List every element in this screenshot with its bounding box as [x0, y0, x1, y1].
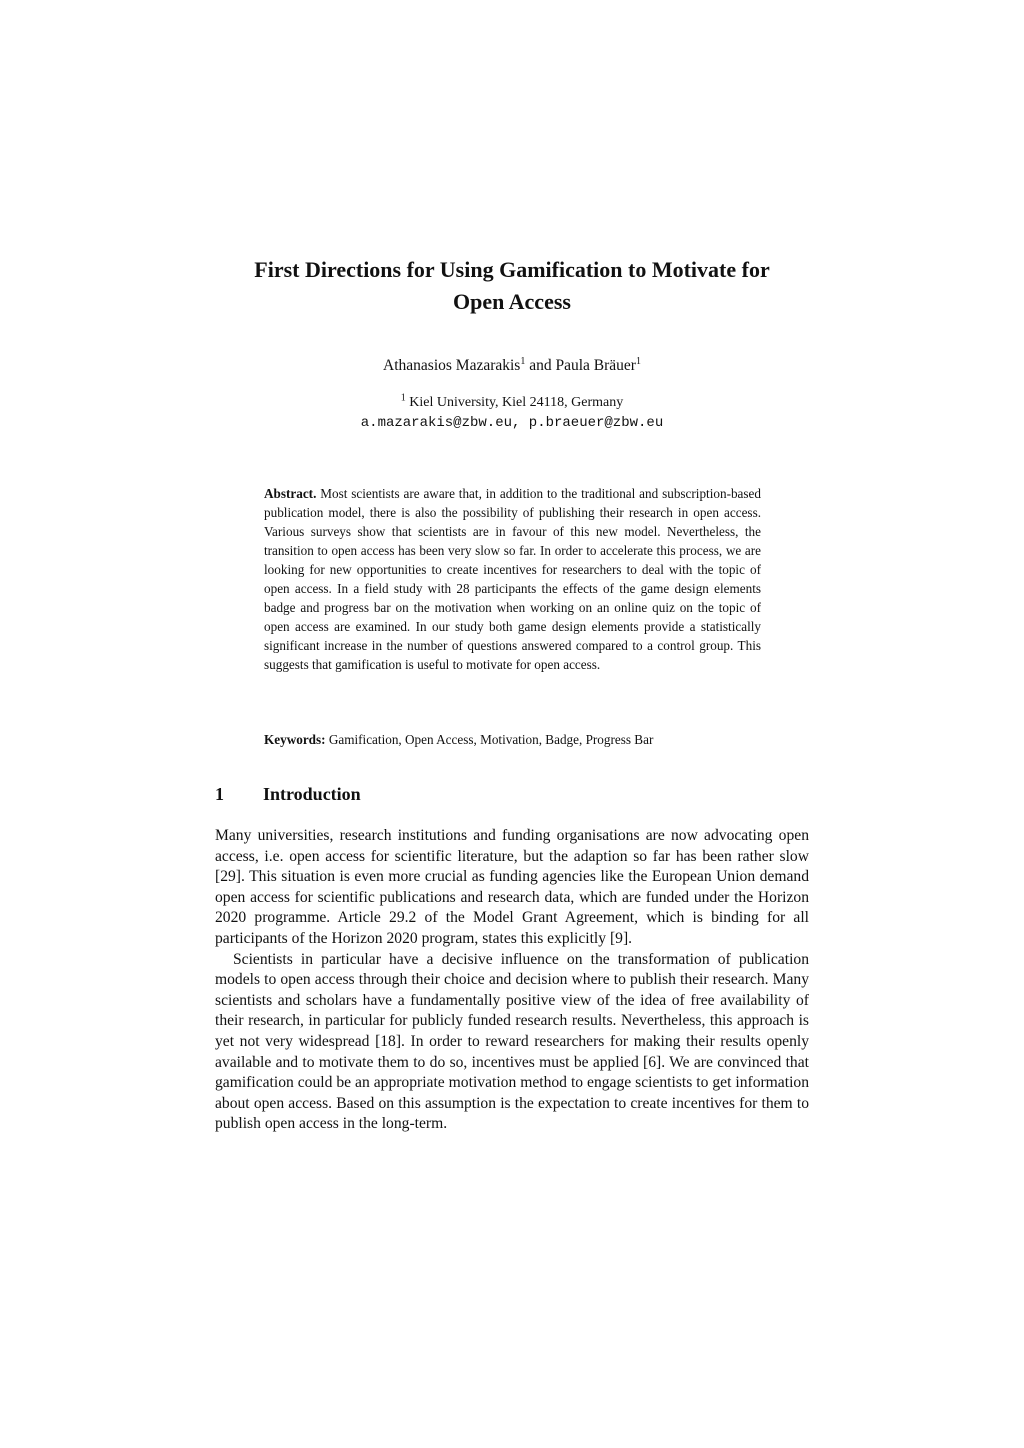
affiliation-text: Kiel University, Kiel 24118, Germany — [405, 395, 624, 410]
paper-title — [150, 254, 874, 318]
affiliation — [150, 393, 874, 413]
paragraph: Scientists in particular have a decisive influence on the transformation of publication models to open access through their choice and decision where to publish their research. Many scientists and scholars have a fundamentally positive view of the idea of free availability of their research, in particular for publicly funded research results. Nevertheless, this approach is yet not very widespread [18]. In order to reward researchers for making their results openly available and to motivate them to do so, incentives must be applied [6]. We are convinced that gamification could be an appropriate motivation method to engage scientists to get information about open access. Based on this assumption is the expectation to create incentives for them to publish open access in the long-term. — [215, 950, 809, 1133]
paragraph: Many universities, research institutions and funding organisations are now advocating open access, i.e. open access for scientific literature, but the adaption so far has been rather slow [29]. This situation is even more crucial as funding agencies like the European Union demand open access for scientific publications and research data, which are funded under the Horizon 2020 programme. Article 29.2 of the Model Grant Agreement, which is binding for all participants of the Horizon 2020 program, states this explicitly [9]. — [215, 827, 809, 947]
author-emails: a.mazarakis@zbw.eu, p.braeuer@zbw.eu — [360, 415, 664, 431]
abstract-text: Most scientists are aware that, in addition to the traditional and subscription-based publication model, there is also the possibility of publishing their research in open access. Various surveys show that scientists are in favour of this new model. Nevertheless, the transition to open access has been very slow so far. In order to accelerate this process, we are looking for new opportunities to create incentives for researchers to deal with the topic of open access. In a field study with 28 participants the effects of the game design elements badge and progress bar on the motivation when working on an online quiz on the topic of open access are examined. In our study both game design elements provide a statistically significant increase in the number of questions answered compared to a control group. This suggests that gamification is useful to motivate for open access. — [264, 486, 761, 672]
section-title: Introduction — [263, 784, 361, 804]
abstract-label: Abstract. — [264, 486, 317, 501]
keywords-text: Gamification, Open Access, Motivation, Badge, Progress Bar — [325, 732, 654, 747]
abstract — [264, 484, 761, 674]
author-conjunction: and — [525, 357, 556, 374]
introduction-body — [215, 826, 809, 1135]
keywords-label: Keywords: — [264, 732, 326, 747]
section-number: 1 — [215, 784, 224, 804]
author-name: Paula Bräuer — [555, 357, 636, 374]
author-affiliation-mark: 1 — [520, 355, 526, 367]
author-affiliation-mark: 1 — [635, 355, 641, 367]
title-line-1: First Directions for Using Gamification to Motivate for — [254, 257, 770, 282]
author-name: Athanasios Mazarakis — [383, 357, 521, 374]
author-list — [150, 355, 874, 377]
keywords — [264, 730, 761, 749]
affiliation-mark: 1 — [400, 392, 406, 404]
title-line-2: Open Access — [453, 289, 571, 314]
section-heading-introduction — [215, 782, 361, 806]
